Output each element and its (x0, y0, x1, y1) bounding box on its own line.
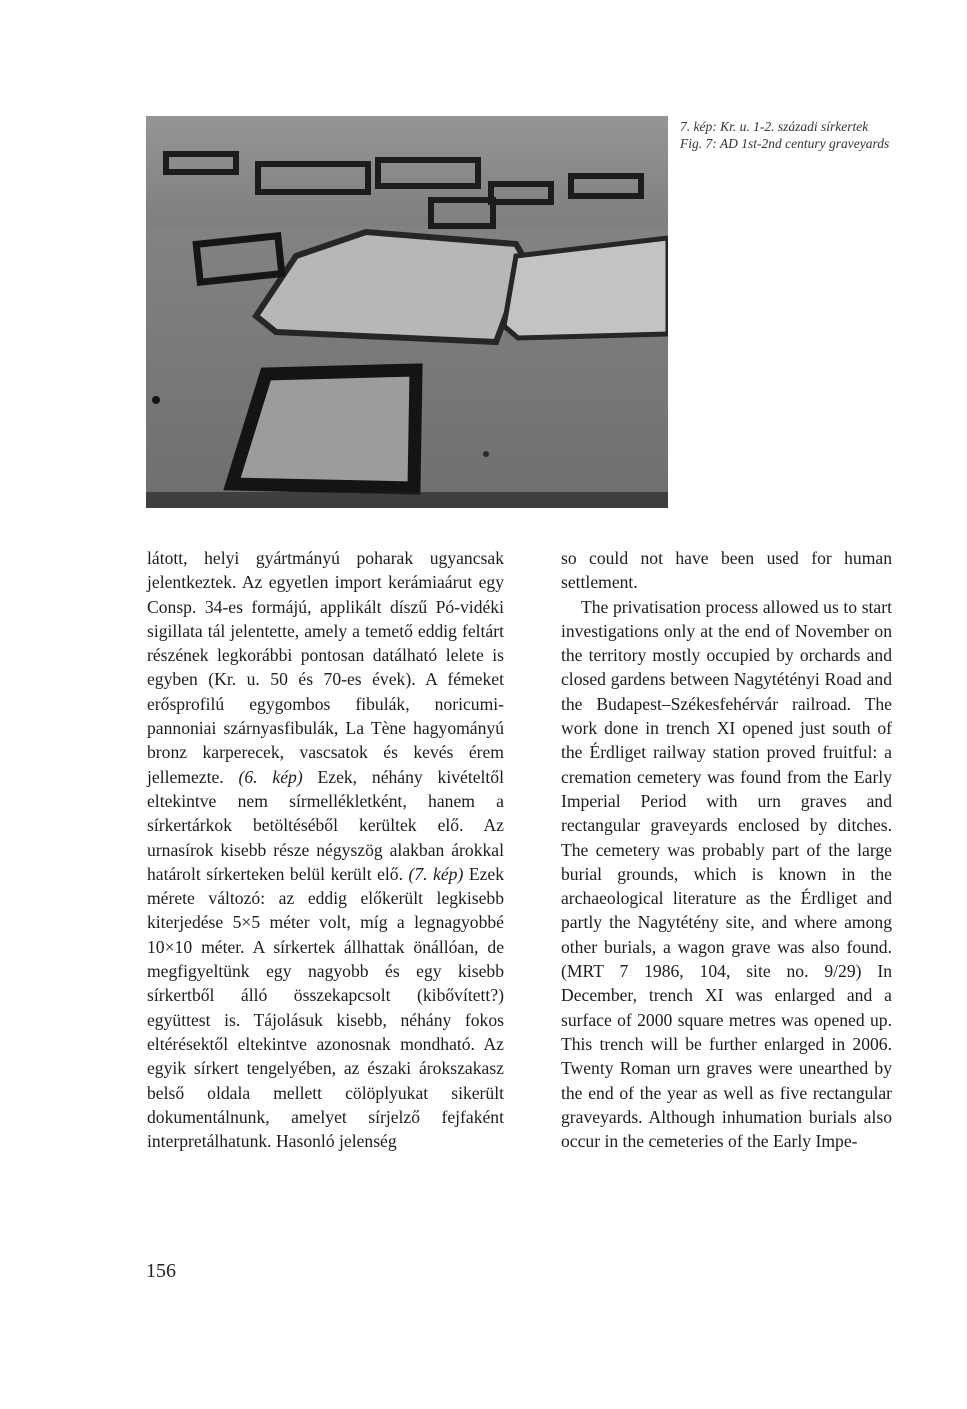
aerial-photo-graveyards (146, 116, 668, 508)
spoil-heap-right (504, 238, 668, 338)
left-text-column (147, 546, 504, 1153)
left-text-part-1: látott, helyi gyártmányú poharak ugyancsak jelentkeztek. Az egyetlen import kerámiaárut egy Consp. 34-es formájú, applikált díszű Pó-vidéki sigillata tál jelentette, amely a temető eddig feltárt részének legkorábbi pontosan datálható lelete is egyben (Kr. u. 50 és 70-es évek). A fémeket erősprofilú egygombos fibulák, noricumi-pannoniai szárnyasfibulák, La Tène hagyományú bronz karperecek, vascsatok és kevés érem jellemezte. (147, 548, 504, 787)
left-paragraph (147, 546, 504, 1153)
edge-trench (146, 492, 668, 508)
figure-caption (680, 118, 910, 152)
page-number: 156 (146, 1260, 176, 1282)
left-text-part-2: Ezek, néhány kivételtől eltekintve nem sírmellékletként, hanem a sírkertárkok betöltéséből kerültek elő. Az urnasírok kisebb része négyszög alakban árokkal határolt sírkerteken belül került elő. (147, 766, 504, 884)
post-hole-2 (483, 451, 489, 457)
right-paragraph-2: The privatisation process allowed us to start investigations only at the end of November on the territory mostly occupied by orchards and closed gardens between Nagytétényi Road and the Budapest–Székesfehérvár railroad. The work done in trench XI opened just south of the Érdliget railway station proved fruitful: a cremation cemetery was found from the Early Imperial Period with urn graves and rectangular graveyards enclosed by ditches. The cemetery was probably part of the large burial grounds, which is known in the archaeological literature as the Érdliget and partly the Nagytétény site, and where among other burials, a wagon grave was also found. (MRT 7 1986, 104, site no. 9/29) In December, trench XI was enlarged and a surface of 2000 square metres was opened up. This trench will be further enlarged in 2006. Twenty Roman urn graves were unearthed by the end of the year as well as five rectangular graveyards. Although inhumation burials also occur in the cemeteries of the Early Impe- (561, 596, 892, 1152)
left-text-part-3: Ezek mérete változó: az eddig előkerült legkisebb kiterjedése 5×5 méter volt, míg a legnagyobbé 10×10 méter. A sírkertek állhattak önállóan, de megfigyeltünk egy nagyobb és egy kisebb sírkertből álló összekapcsolt (kibővített?) együttest is. Tájolásuk kisebb, néhány fokos eltérésektől eltekintve azonosnak mondható. Az egyik sírkert tengelyében, az északi árokszakasz belső oldala mellett cölöplyukat sikerült dokumentálnunk, amelyet sírjelző fejfaként interpretálhatunk. Hasonló jelenség (147, 863, 504, 1152)
caption-english: Fig. 7: AD 1st-2nd century graveyards (680, 136, 890, 151)
figure-ref-7: (7. kép) (408, 863, 464, 884)
right-text-column (561, 546, 892, 1153)
right-paragraph-1: so could not have been used for human settlement. (561, 548, 892, 593)
caption-hungarian: 7. kép: Kr. u. 1-2. századi sírkertek (680, 119, 869, 134)
foreground-enclosure (232, 370, 416, 488)
post-hole-1 (152, 396, 160, 404)
figure-ref-6: (6. kép) (238, 766, 303, 787)
